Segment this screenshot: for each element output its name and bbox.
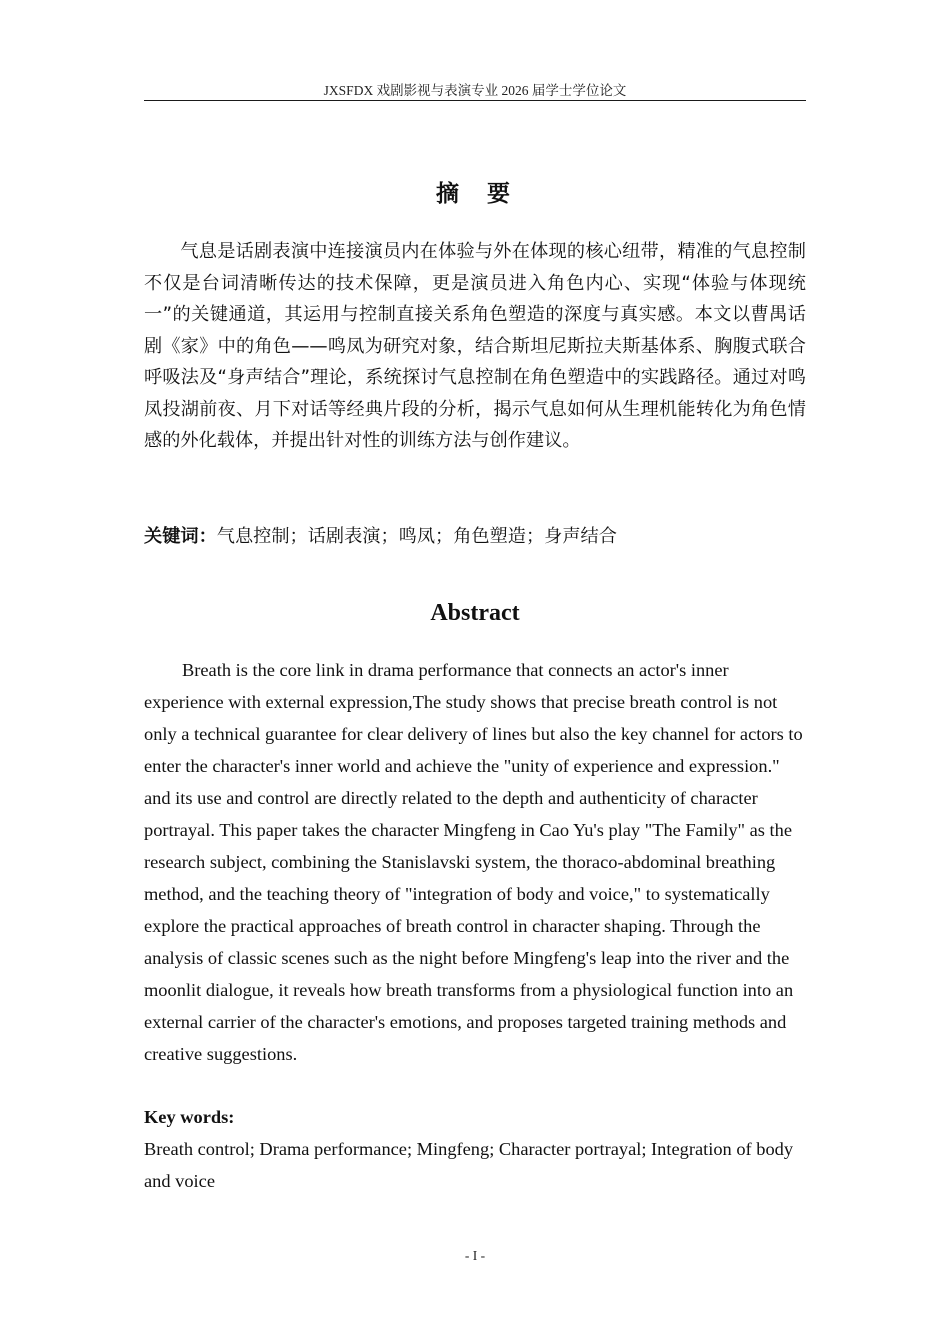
english-keywords-text: Breath control; Drama performance; Mingfeng; Character portrayal; Integration of body and voice xyxy=(144,1139,794,1191)
page-number: - I - xyxy=(464,1248,486,1263)
chinese-abstract-title: 摘 要 xyxy=(435,181,514,207)
chinese-keywords-label: 关键词： xyxy=(144,526,217,547)
english-keywords-label: Key words: xyxy=(144,1107,235,1127)
english-abstract-title: Abstract xyxy=(430,600,520,626)
chinese-keywords-text: 气息控制；话剧表演；鸣凤；角色塑造；身声结合 xyxy=(216,526,617,547)
chinese-abstract-body: 气息是话剧表演中连接演员内在体验与外在体现的核心纽带，精准的气息控制不仅是台词清晰传达的技术保障，更是演员进入角色内心、实现“体验与体现统一”的关键通道，其运用与控制直接关系角色塑造的深度与真实感。本文以曹禺话剧《家》中的角色——鸣凤为研究对象，结合斯坦尼斯拉夫斯基体系、胸腹式联合呼吸法及“身声结合”理论，系统探讨气息控制在角色塑造中的实践路径。通过对鸣凤投湖前夜、月下对话等经典片段的分析，揭示气息如何从生理机能转化为角色情感的外化载体，并提出针对性的训练方法与创作建议。 xyxy=(144,241,806,451)
running-header: JXSFDX 戏剧影视与表演专业 2026 届学士学位论文 xyxy=(323,83,627,98)
english-abstract-body: Breath is the core link in drama performance that connects an actor's inner experience with external expression,The study shows that precise breath control is not only a technical guarantee for clear delivery of lines but also the key channel for actors to enter the character's inner world and achieve the "unity of experience and expression." and its use and control are directly related to the depth and authenticity of character portrayal. This paper takes the character Mingfeng in Cao Yu's play "The Family" as the research subject, combining the Stanislavski system, the thoraco-abdominal breathing method, and the teaching theory of "integration of body and voice," to systematically explore the practical approaches of breath control in character shaping. Through the analysis of classic scenes such as the night before Mingfeng's leap into the river and the moonlit dialogue, it reveals how breath transforms from a physiological function into an external carrier of the character's emotions, and proposes targeted training methods and creative suggestions. xyxy=(144,660,803,1064)
chinese-keywords xyxy=(144,521,806,553)
header-rule xyxy=(144,100,806,101)
